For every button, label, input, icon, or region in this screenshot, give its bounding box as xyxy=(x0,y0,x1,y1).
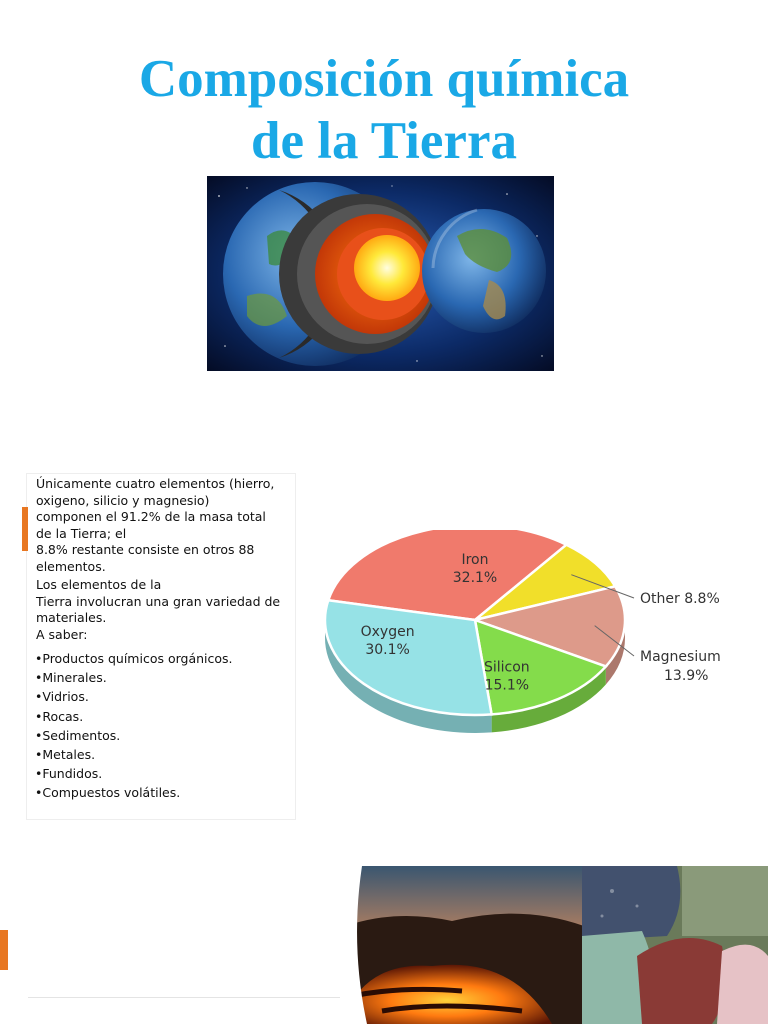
slice-label-value-silicon: 15.1% xyxy=(484,677,530,694)
slice-label-name-silicon: Silicon xyxy=(483,659,530,676)
callout-text-magnesium: Magnesium xyxy=(640,649,721,665)
bottom-divider xyxy=(28,997,340,998)
list-item: •Rocas. xyxy=(35,708,84,724)
intro-paragraph: Únicamente cuatro elementos (hierro, oxigeno, silicio y magnesio) componen el 91.2% de la masa total de la Tierra; el 8.8% restante consiste en otros 88 elementos. xyxy=(36,476,275,574)
page-title xyxy=(0,48,768,172)
slice-label-value-oxygen: 30.1% xyxy=(365,642,410,659)
earth-layers-image xyxy=(207,176,554,371)
lava-photo xyxy=(322,866,584,1024)
composition-pie-chart xyxy=(320,530,746,760)
list-item: •Minerales. xyxy=(35,670,107,686)
materials-list xyxy=(35,649,290,803)
slice-label-name-iron: Iron xyxy=(461,551,489,568)
list-item: •Compuestos volátiles. xyxy=(35,785,181,801)
text-accent-bar xyxy=(22,507,28,551)
callout-text-magnesium: 13.9% xyxy=(664,668,709,684)
list-item: •Sedimentos. xyxy=(35,727,121,743)
list-item: •Vidrios. xyxy=(35,689,89,705)
title-line-1: Composición química xyxy=(138,50,630,108)
list-item: •Metales. xyxy=(35,746,96,762)
list-item: •Fundidos. xyxy=(35,766,103,782)
title-line-2: de la Tierra xyxy=(251,112,517,170)
bottom-accent-bar xyxy=(0,930,8,970)
slice-label-value-iron: 32.1% xyxy=(452,569,498,586)
slice-label-name-oxygen: Oxygen xyxy=(360,624,415,641)
materials-paragraph: Los elementos de la Tierra involucran una gran variedad de materiales. A saber: xyxy=(36,577,281,642)
rocks-photo xyxy=(582,866,768,1024)
callout-text-other: Other 8.8% xyxy=(640,591,720,607)
list-item: •Productos químicos orgánicos. xyxy=(35,651,233,666)
